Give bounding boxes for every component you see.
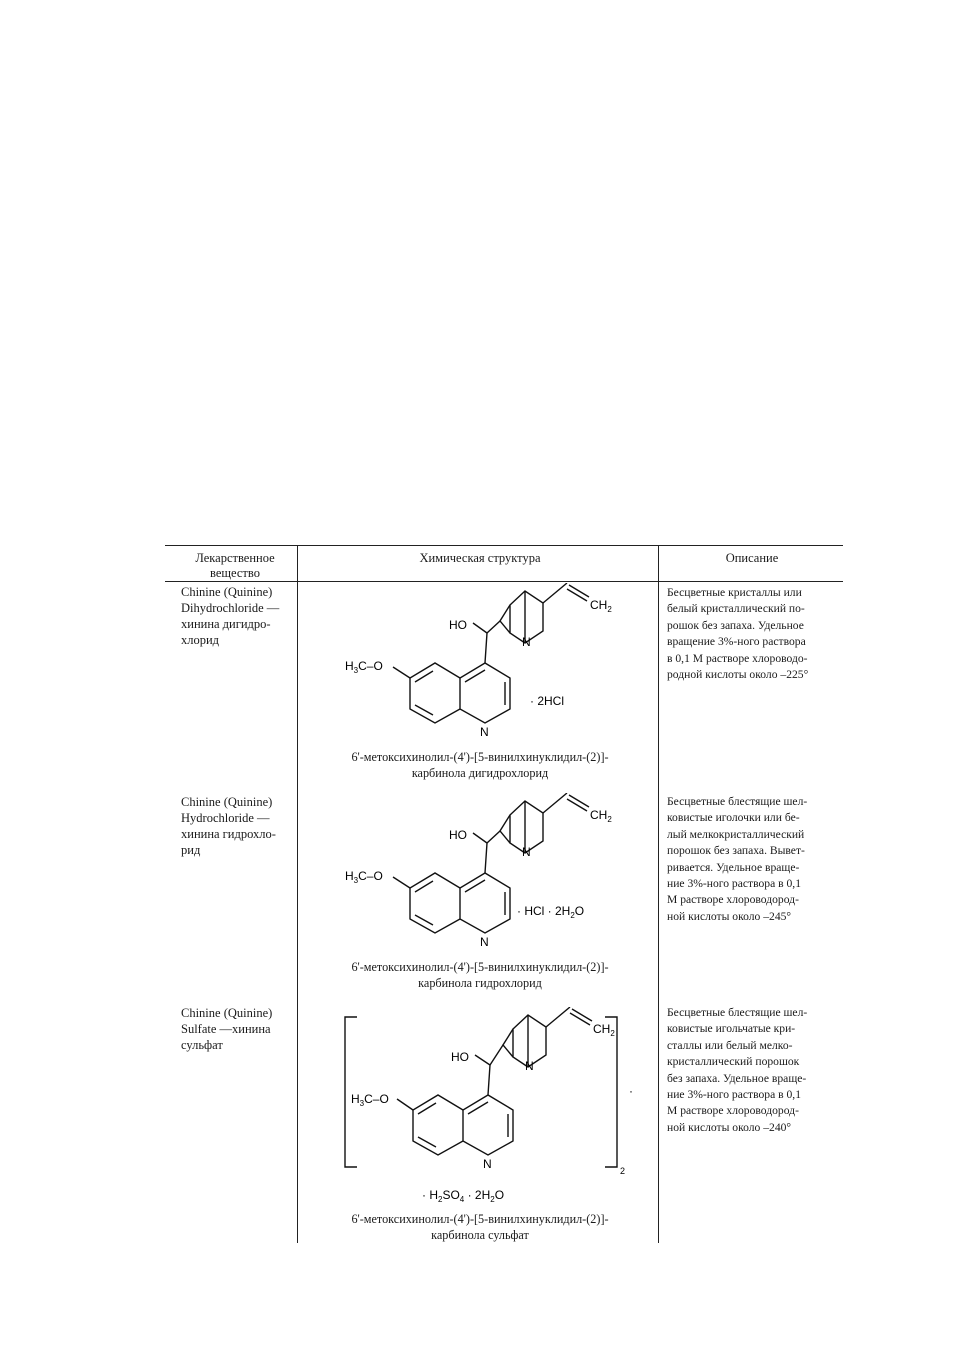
row1-ch2-subscript: 2 — [607, 605, 612, 614]
svg-text:H3C–O — [345, 869, 383, 885]
header-bottom-border — [165, 581, 843, 582]
row2-ch2-label: CH — [590, 808, 608, 822]
row3-drug-name: Chinine (Quinine) Sulfate —хинина сульфат — [181, 1006, 273, 1052]
row1-molecule-drawing — [305, 583, 655, 751]
row1-n-ring: N — [480, 725, 489, 739]
row3-structure — [305, 1007, 655, 1243]
row1-n-bridge: N — [522, 635, 531, 649]
row1-salt: · 2HCl — [530, 694, 565, 708]
row3-n-bridge: N — [525, 1059, 534, 1073]
row3-salt-b: SO — [442, 1188, 460, 1202]
quinine-table — [165, 545, 843, 1243]
row3-ch2-subscript: 2 — [610, 1029, 615, 1038]
table-top-border — [165, 545, 843, 546]
row2-salt-subscript: 2 — [570, 911, 575, 920]
svg-text:· HCl · 2H2O — [517, 904, 584, 920]
row1-methoxy-rest: C–O — [358, 659, 383, 673]
column-divider-1 — [297, 545, 298, 1243]
row2-ch2-subscript: 2 — [607, 815, 612, 824]
row2-molecule-drawing — [305, 793, 655, 961]
column-divider-2 — [658, 545, 659, 1243]
row1-ho-label: HO — [449, 618, 467, 632]
svg-text:H3C–O — [345, 659, 383, 675]
row2-salt-b: O — [574, 904, 585, 918]
row1-caption: 6'-метоксихинолил-(4')-[5-винилхинуклидил-(2)]- карбинола дигидрохлорид — [351, 750, 609, 780]
row3-ch2-label: CH — [593, 1022, 611, 1036]
row3-salt-subscript-2: 4 — [459, 1195, 465, 1204]
row3-methoxy-subscript: 3 — [359, 1099, 365, 1108]
row3-n-ring: N — [483, 1157, 492, 1171]
row1-methoxy-h: H — [345, 659, 354, 673]
row1-methoxy-subscript: 3 — [353, 666, 359, 675]
row3-caption: 6'-метоксихинолил-(4')-[5-винилхинуклидил-(2)]- карбинола сульфат — [351, 1212, 609, 1242]
row3-bracket-subscript: 2 — [620, 1166, 626, 1176]
row3-methoxy-rest: C–O — [364, 1092, 389, 1106]
row2-n-bridge: N — [522, 845, 531, 859]
svg-text:CH2 — [590, 808, 612, 824]
row2-structure — [305, 793, 655, 993]
svg-text:CH2 — [593, 1022, 615, 1038]
row1-description: Бесцветные кристаллы или белый кристаллический по- рошок без запаха. Удельное вращение 3%-ного раствора в 0,1 М растворе хлороводо- родной кислоты около –225° — [667, 586, 809, 682]
row2-drug-name: Chinine (Quinine) Hydrochloride — хинина гидрохло- рид — [181, 795, 276, 857]
row2-description: Бесцветные блестящие шел- ковистые иголочки или бе- лый мелкокристаллический порошок без запаха. Вывет- ривается. Удельное враще- ние 3%-ного раствора в 0,1 М растворе хлороводород- ной кислоты около –245° — [667, 795, 808, 923]
row3-methoxy-h: H — [351, 1092, 360, 1106]
svg-text:· H2SO4 · 2H2O — [422, 1188, 504, 1204]
row2-ho-label: HO — [449, 828, 467, 842]
row2-caption: 6'-метоксихинолил-(4')-[5-винилхинуклидил-(2)]- карбинола гидрохлорид — [351, 960, 609, 990]
row3-description: Бесцветные блестящие шел- ковистые игольчатые кри- сталлы или белый мелко- кристаллический порошок без запаха. Удельное враще- ние 3%-ного раствора в 0,1 М растворе хлороводород- ной кислоты около –240° — [667, 1006, 808, 1134]
svg-text:CH2 — [590, 598, 612, 614]
row3-ho-label: HO — [451, 1050, 469, 1064]
row3-salt-subscript-1: 2 — [438, 1195, 443, 1204]
row3-salt-c: · 2H — [464, 1188, 491, 1202]
row2-methoxy-subscript: 3 — [353, 876, 359, 885]
header-structure: Химическая структура — [419, 551, 541, 565]
svg-text:H3C–O — [351, 1092, 389, 1108]
row1-structure — [305, 583, 655, 783]
header-drug: Лекарственное вещество — [195, 551, 275, 580]
row2-methoxy-h: H — [345, 869, 354, 883]
row2-n-ring: N — [480, 935, 489, 949]
row2-salt-a: · HCl · 2H — [517, 904, 571, 918]
row1-drug-name: Chinine (Quinine) Dihydrochloride — хинина дигидро- хлорид — [181, 585, 280, 647]
row2-methoxy-rest: C–O — [358, 869, 383, 883]
row3-dot: · — [629, 1084, 633, 1098]
row1-ch2-label: CH — [590, 598, 608, 612]
row3-salt-a: · H — [422, 1188, 438, 1202]
row3-molecule-drawing — [305, 1007, 655, 1207]
row3-salt-d: O — [494, 1188, 505, 1202]
row3-salt-subscript-3: 2 — [490, 1195, 495, 1204]
header-description: Описание — [725, 551, 779, 565]
